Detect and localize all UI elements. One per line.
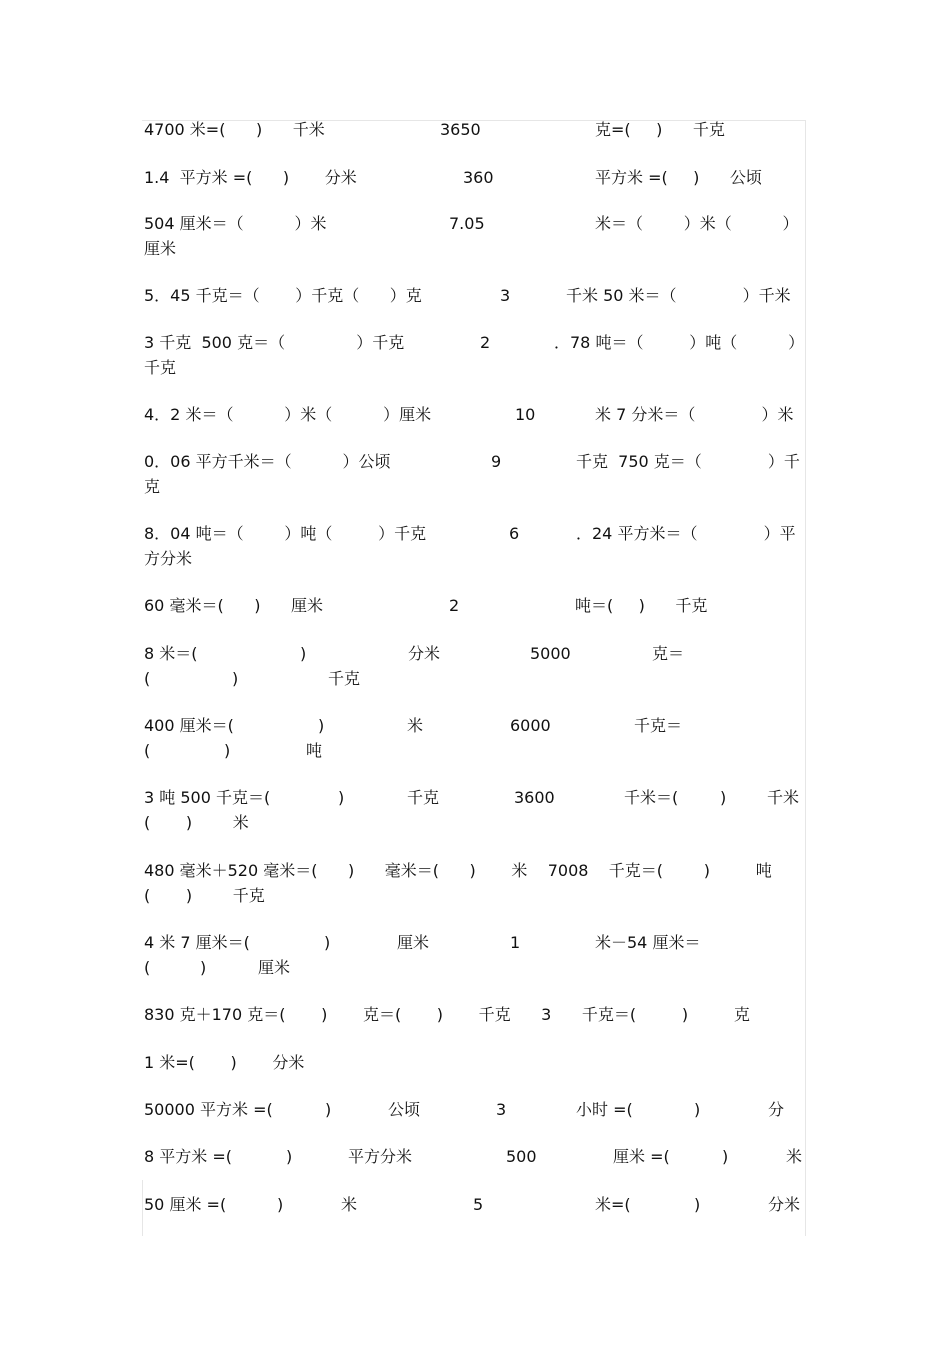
exercise-text: 504 厘米＝（ ）米 [144,214,327,233]
exercise-text: 米 [786,1147,803,1166]
exercise-text: 3 [500,286,511,305]
exercise-text: 米=( [595,1195,631,1214]
exercise-text: 厘米 [144,239,177,258]
exercise-text: 米－54 厘米＝ [595,933,701,952]
exercise-text: ) [300,644,307,663]
exercise-text: ) [200,958,207,977]
exercise-text: 3 [496,1100,507,1119]
exercise-text: 7.05 [449,214,485,233]
exercise-text: 50 厘米 =( [144,1195,227,1214]
exercise-text: 3 千克 500 克＝（ ）千克 [144,333,405,352]
exercise-text: 分 [768,1100,785,1119]
page-edge-right [805,120,806,1236]
exercise-text: 5．45 千克＝（ ）千克（ ）克 [144,286,422,305]
exercise-text: ( ) 千克 [144,886,265,905]
exercise-text: 克＝ [652,644,685,663]
exercise-text: 方分米 [144,549,193,568]
exercise-text: 千米＝( [624,788,679,807]
exercise-text: 3600 [514,788,555,807]
exercise-text: 千克 [407,788,440,807]
page-edge-left [142,1180,143,1236]
exercise-text: 500 [506,1147,537,1166]
exercise-text: 5000 [530,644,571,663]
exercise-text: 米 [407,716,424,735]
exercise-text: ．78 吨＝（ ）吨（ ） [554,333,805,352]
exercise-text: ) [224,741,231,760]
exercise-text: 分米 [408,644,441,663]
exercise-text: 2 [480,333,491,352]
exercise-text: 830 克＋170 克＝( ) 克＝( ) 千克 3 千克＝( ) 克 [144,1005,750,1024]
exercise-text: 360 [463,168,494,187]
exercise-text: 8．04 吨＝（ ）吨（ ）千克 [144,524,427,543]
exercise-text: ．24 平方米＝（ ）平 [576,524,796,543]
exercise-text: ) [720,788,727,807]
exercise-text: 50000 平方米 =( [144,1100,273,1119]
exercise-text: 8 平方米 =( [144,1147,233,1166]
exercise-text: ) [232,669,239,688]
exercise-text: 3 吨 500 千克＝( [144,788,271,807]
exercise-text: 千克 750 克＝（ ）千 [576,452,800,471]
exercise-text: ( [144,958,151,977]
exercise-text: 4700 米=( ) 千米 [144,120,325,139]
exercise-text: 10 [515,405,536,424]
exercise-text: 8 米＝( [144,644,198,663]
exercise-text: ) [338,788,345,807]
exercise-text: 千米 50 米＝（ ）千米 [566,286,791,305]
exercise-text: 0．06 平方千米＝（ ）公顷 [144,452,391,471]
exercise-text: 小时 =( [576,1100,633,1119]
exercise-text: 1 [510,933,521,952]
exercise-text: 1 米=( ) 分米 [144,1053,305,1072]
exercise-text: 克 [144,477,161,496]
exercise-text: 分米 [768,1195,801,1214]
worksheet-page [142,120,806,1236]
exercise-text: 9 [491,452,502,471]
exercise-text: 4 米 7 厘米＝( [144,933,250,952]
exercise-text: 4．2 米＝（ ）米（ ）厘米 [144,405,432,424]
exercise-text: 吨＝( ) 千克 [575,596,708,615]
exercise-text: ) [694,1195,701,1214]
exercise-text: ) [325,1100,332,1119]
exercise-text: 克=( ) 千克 [595,120,725,139]
exercise-text: 米 7 分米＝（ ）米 [595,405,794,424]
exercise-text: 厘米 [397,933,430,952]
exercise-text: ( ) 米 [144,813,249,832]
exercise-text: 3650 [440,120,481,139]
exercise-text: 60 毫米＝( ) 厘米 [144,596,323,615]
exercise-text: 米 [341,1195,358,1214]
exercise-text: ) [324,933,331,952]
exercise-text: ) [277,1195,284,1214]
exercise-text: 公顷 [388,1100,421,1119]
exercise-text: 1.4 平方米 =( ) 分米 [144,168,357,187]
exercise-text: ( [144,741,151,760]
exercise-text: 480 毫米＋520 毫米＝( ) 毫米＝( ) 米 7008 千克＝( ) 吨 [144,861,772,880]
exercise-text: 2 [449,596,460,615]
exercise-text: 千克 [328,669,361,688]
exercise-text: 平方米 =( ) 公顷 [595,168,762,187]
exercise-text: 5 [473,1195,484,1214]
exercise-text: 千米 [767,788,800,807]
exercise-text: 吨 [306,741,323,760]
exercise-text: ) [722,1147,729,1166]
exercise-text: ) [318,716,325,735]
exercise-text: 6000 [510,716,551,735]
exercise-text: 千克＝ [634,716,683,735]
exercise-text: 厘米 [258,958,291,977]
exercise-text: 400 厘米＝( [144,716,234,735]
exercise-text: 千克 [144,358,177,377]
exercise-text: ) [286,1147,293,1166]
exercise-text: 平方分米 [348,1147,413,1166]
exercise-text: ( [144,669,151,688]
exercise-text: 厘米 =( [613,1147,670,1166]
exercise-text: 米＝（ ）米（ ） [595,214,799,233]
exercise-text: 6 [509,524,520,543]
exercise-text: ) [694,1100,701,1119]
